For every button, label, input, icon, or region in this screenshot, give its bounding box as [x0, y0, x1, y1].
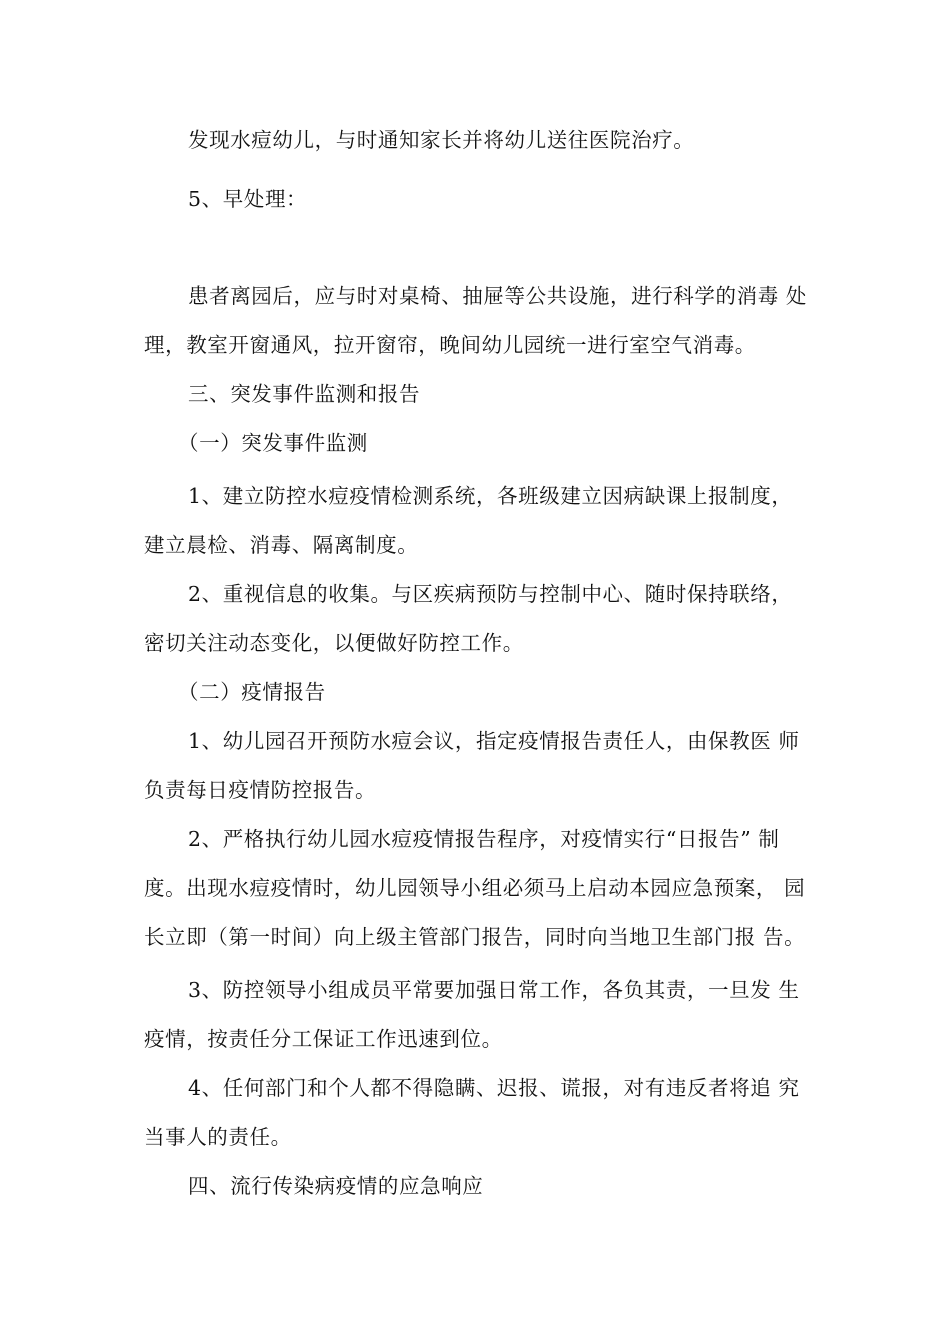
paragraph-line: 密切关注动态变化，以便做好防控工作。	[144, 631, 524, 655]
paragraph-line: 负责每日疫情防控报告。	[144, 778, 377, 802]
paragraph-line: 5、早处理：	[188, 187, 308, 211]
section-heading: 三、突发事件监测和报告	[188, 382, 421, 406]
paragraph-line: 发现水痘幼儿，与时通知家长并将幼儿送往医院治疗。	[188, 128, 695, 152]
paragraph-line: 疫情，按责任分工保证工作迅速到位。	[144, 1027, 503, 1051]
paragraph-line: 1、幼儿园召开预防水痘会议，指定疫情报告责任人，由保教医 师	[188, 729, 800, 753]
paragraph-line: 长立即（第一时间）向上级主管部门报告，同时向当地卫生部门报 告。	[144, 925, 806, 949]
paragraph-line: 3、防控领导小组成员平常要加强日常工作，各负其责，一旦发 生	[188, 978, 800, 1002]
paragraph-line: 1、建立防控水痘疫情检测系统，各班级建立因病缺课上报制度，	[188, 484, 793, 508]
section-heading: 四、流行传染病疫情的应急响应	[188, 1174, 484, 1198]
subsection-heading: （二）疫情报告	[178, 680, 326, 704]
paragraph-line: 建立晨检、消毒、隔离制度。	[144, 533, 419, 557]
subsection-heading: （一）突发事件监测	[178, 431, 368, 455]
paragraph-line: 理，教室开窗通风，拉开窗帘，晚间幼儿园统一进行室空气消毒。	[144, 333, 756, 357]
paragraph-line: 2、严格执行幼儿园水痘疫情报告程序，对疫情实行“日报告” 制	[188, 827, 780, 851]
paragraph-line: 度。出现水痘疫情时，幼儿园领导小组必须马上启动本园应急预案， 园	[144, 876, 806, 900]
paragraph-line: 当事人的责任。	[144, 1125, 292, 1149]
paragraph-line: 患者离园后，应与时对桌椅、抽屉等公共设施，进行科学的消毒 处	[188, 284, 808, 308]
paragraph-line: 4、任何部门和个人都不得隐瞒、迟报、谎报，对有违反者将追 究	[188, 1076, 800, 1100]
paragraph-line: 2、重视信息的收集。与区疾病预防与控制中心、随时保持联络，	[188, 582, 793, 606]
